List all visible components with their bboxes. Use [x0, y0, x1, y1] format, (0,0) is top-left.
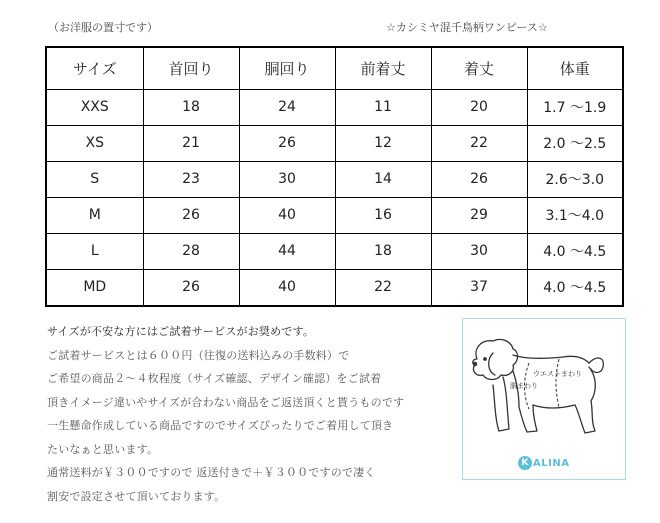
- table-row: [46, 89, 623, 125]
- header-front-length: 前着丈: [335, 47, 431, 89]
- cell-weight: 2.6～3.0: [527, 161, 623, 197]
- waist-line: [556, 359, 559, 407]
- waist-label: ウエストまわり: [533, 370, 582, 378]
- cell-front-length: 11: [335, 89, 431, 125]
- table-row: [46, 233, 623, 269]
- header-neck: 首回り: [143, 47, 239, 89]
- cell-size: M: [46, 197, 143, 233]
- cell-length: 20: [431, 89, 527, 125]
- kalina-logo: [518, 455, 569, 471]
- cell-chest: 40: [239, 269, 335, 306]
- table-row: [46, 161, 623, 197]
- cell-weight: 2.0 ～2.5: [527, 125, 623, 161]
- cell-weight: 4.0 ～4.5: [527, 233, 623, 269]
- note-line: 割安で設定させて頂いております。: [47, 489, 226, 503]
- note-line: ご試着サービスとは６００円（往復の送料込みの手数料）で: [47, 348, 350, 362]
- cell-size: S: [46, 161, 143, 197]
- note-line: 一生懸命作成している商品ですのでサイズぴったりでご着用して頂き: [47, 419, 394, 432]
- header-chest: 胴回り: [239, 47, 335, 89]
- cell-weight: 3.1～4.0: [527, 197, 623, 233]
- table-row: [46, 125, 623, 161]
- cell-weight: 1.7 ～1.9: [527, 89, 623, 125]
- cell-size: MD: [46, 269, 143, 306]
- cell-length: 30: [431, 233, 527, 269]
- cell-neck: 28: [143, 233, 239, 269]
- cell-neck: 21: [143, 125, 239, 161]
- cell-chest: 40: [239, 197, 335, 233]
- note-line: ご希望の商品２～４枚程度（サイズ確認、デザイン確認）をご試着: [47, 372, 382, 385]
- note-line: 通常送料が￥３００ですので 返送付きで＋￥３００ですので凄く: [47, 466, 376, 479]
- table-row: [46, 197, 623, 233]
- cell-size: L: [46, 233, 143, 269]
- cell-neck: 18: [143, 89, 239, 125]
- table-header-row: [46, 47, 623, 89]
- header-length: 着丈: [431, 47, 527, 89]
- cell-size: XS: [46, 125, 143, 161]
- header-weight: 体重: [527, 47, 623, 89]
- cell-neck: 23: [143, 161, 239, 197]
- cell-front-length: 12: [335, 125, 431, 161]
- cell-length: 29: [431, 197, 527, 233]
- note-line: サイズが不安な方にはご試着サービスがお奨めです。: [47, 325, 315, 338]
- cell-length: 26: [431, 161, 527, 197]
- cell-chest: 30: [239, 161, 335, 197]
- cell-front-length: 22: [335, 269, 431, 306]
- garment-measure-note: （お洋服の置寸です）: [48, 21, 158, 34]
- table-row: [46, 269, 623, 306]
- note-line: たいなぁと思います。: [47, 442, 159, 456]
- size-table: [45, 46, 624, 307]
- cell-front-length: 14: [335, 161, 431, 197]
- cell-chest: 44: [239, 233, 335, 269]
- header-size: サイズ: [46, 47, 143, 89]
- cell-front-length: 18: [335, 233, 431, 269]
- cell-neck: 26: [143, 269, 239, 306]
- trial-service-notes: [47, 320, 467, 508]
- logo-initial: K: [518, 456, 532, 470]
- dog-measurement-diagram: [462, 318, 626, 480]
- cell-size: XXS: [46, 89, 143, 125]
- note-line: 頂きイメージ違いやサイズが合わない商品をご返送頂くと貰うものです: [47, 395, 405, 409]
- cell-chest: 26: [239, 125, 335, 161]
- cell-chest: 24: [239, 89, 335, 125]
- logo-text: ALINA: [533, 457, 570, 469]
- cell-length: 37: [431, 269, 527, 306]
- cell-weight: 4.0 ～4.5: [527, 269, 623, 306]
- product-title: ☆カシミヤ混千鳥柄ワンピース☆: [386, 21, 548, 34]
- body-label: 胴まわり: [510, 382, 538, 390]
- cell-front-length: 16: [335, 197, 431, 233]
- cell-neck: 26: [143, 197, 239, 233]
- cell-length: 22: [431, 125, 527, 161]
